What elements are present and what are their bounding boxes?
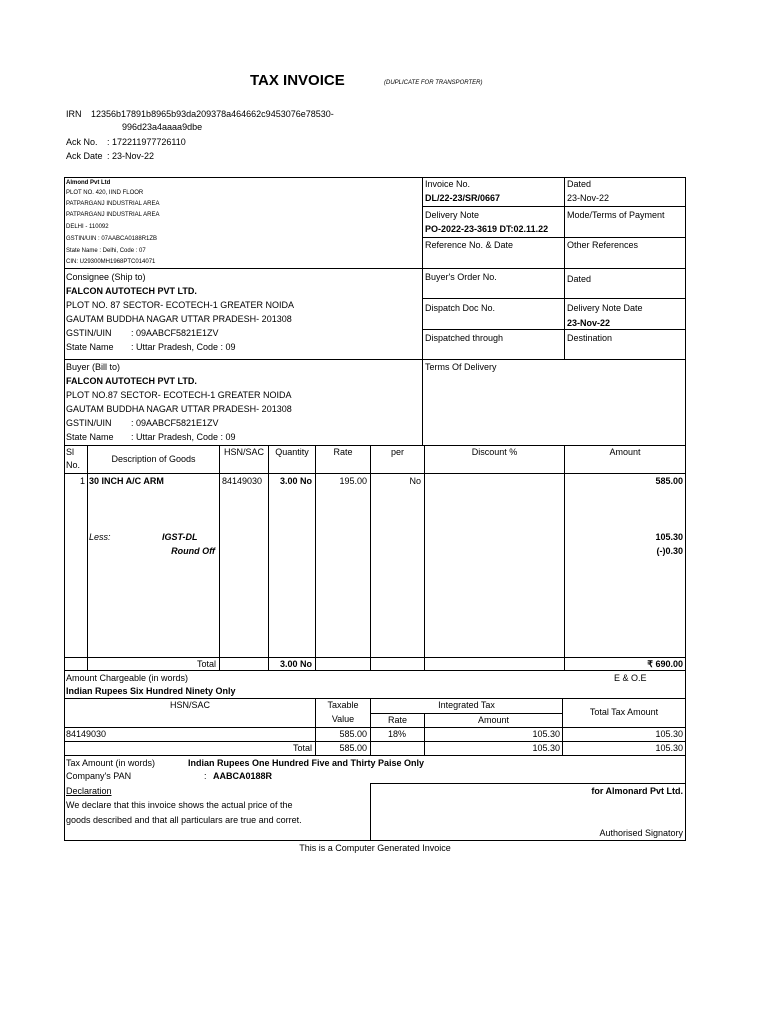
delivery-note-value: PO-2022-23-3619 DT:02.11.22 — [425, 224, 549, 234]
col-header-per: per — [390, 447, 404, 457]
less-label: Less: — [89, 532, 111, 542]
other-references-label: Other References — [567, 240, 639, 250]
buyer-name: FALCON AUTOTECH PVT LTD. — [66, 376, 197, 386]
tax-total-label: Total — [292, 743, 312, 753]
ack-date-label: Ack Date — [66, 151, 103, 161]
col-header-discount: Discount % — [471, 447, 518, 457]
col-header-sl: Sl — [66, 447, 75, 457]
tax-col-header-rate: Rate — [387, 715, 407, 725]
ack-no-label: Ack No. — [66, 137, 98, 147]
invoice-no-value: DL/22-23/SR/0667 — [425, 193, 501, 203]
mode-terms-label: Mode/Terms of Payment — [567, 210, 665, 220]
buyer-gstin-label: GSTIN/UIN — [66, 418, 112, 428]
seller-cin: CIN: U29300MH1968PTC014071 — [66, 259, 156, 265]
col-header-quantity: Quantity — [275, 447, 309, 457]
tax-row-total: 105.30 — [655, 729, 683, 739]
tax-col-header-integrated: Integrated Tax — [438, 700, 495, 710]
item-per: No — [409, 476, 421, 486]
reference-label: Reference No. & Date — [425, 240, 514, 250]
delivery-note-label: Delivery Note — [425, 210, 480, 220]
seller-name: Almond Pvt Ltd — [66, 180, 111, 186]
declaration-heading: Declaration — [66, 786, 112, 796]
tax-col-header-taxable: Taxable — [327, 700, 359, 710]
buyer-address-line: GAUTAM BUDDHA NAGAR UTTAR PRADESH- 201308 — [66, 404, 292, 414]
dispatched-through-label: Dispatched through — [425, 333, 504, 343]
declaration-text: goods described and that all particulars are true and corret. — [66, 815, 302, 825]
pan-label: Company's PAN — [66, 771, 132, 781]
eoe-label: E & O.E — [614, 673, 647, 683]
buyers-order-dated-label: Dated — [567, 274, 592, 284]
ack-date-value: : 23-Nov-22 — [107, 151, 155, 161]
computer-generated-note: This is a Computer Generated Invoice — [299, 843, 451, 853]
consignee-state-label: State Name — [66, 342, 114, 352]
seller-address-line: DELHI - 110092 — [66, 224, 109, 230]
irn-value-line2: 996d23a4aaaa9dbe — [122, 122, 203, 132]
dated-value: 23-Nov-22 — [567, 193, 610, 203]
dated-label: Dated — [567, 179, 592, 189]
pan-colon: : — [204, 771, 207, 781]
declaration-text: We declare that this invoice shows the actual price of the — [66, 800, 293, 810]
irn-value-line1: 12356b17891b8965b93da209378a464662c9453076e78530- — [91, 109, 334, 119]
round-off-label: Round Off — [171, 546, 215, 556]
item-quantity: 3.00 No — [279, 476, 312, 486]
consignee-gstin-value: : 09AABCF5821E1ZV — [131, 328, 219, 338]
pan-value: AABCA0188R — [213, 771, 273, 781]
seller-address-line: PLOT NO. 420, IIND FLOOR — [66, 190, 144, 196]
seller-state: State Name : Delhi, Code : 07 — [66, 248, 146, 254]
buyer-gstin-value: : 09AABCF5821E1ZV — [131, 418, 219, 428]
tax-col-header-hsn: HSN/SAC — [169, 700, 210, 710]
seller-address-line: PATPARGANJ INDUSTRIAL AREA — [66, 212, 160, 218]
tax-col-header-amount: Amount — [477, 715, 510, 725]
delivery-note-date-value: 23-Nov-22 — [567, 318, 611, 328]
item-hsn: 84149030 — [222, 476, 263, 486]
buyer-state-label: State Name — [66, 432, 114, 442]
invoice-title: TAX INVOICE — [250, 72, 345, 89]
col-header-description: Description of Goods — [111, 454, 196, 464]
seller-address-line: PATPARGANJ INDUSTRIAL AREA — [66, 201, 160, 207]
tax-row-amount: 105.30 — [532, 729, 560, 739]
tax-total-taxable: 585.00 — [339, 743, 367, 753]
igst-amount: 105.30 — [655, 532, 683, 542]
amount-words-label: Amount Chargeable (in words) — [66, 673, 189, 683]
consignee-name: FALCON AUTOTECH PVT LTD. — [66, 286, 197, 296]
total-quantity: 3.00 No — [279, 659, 312, 669]
irn-label: IRN — [66, 109, 82, 119]
round-off-amount: (-)0.30 — [656, 546, 683, 556]
seller-gstin: GSTIN/UIN : 07AABCA0188R1ZB — [66, 236, 158, 242]
buyer-address-line: PLOT NO.87 SECTOR- ECOTECH-1 GREATER NOIDA — [66, 390, 292, 400]
ack-no-value: : 172211977726110 — [107, 137, 186, 147]
buyers-order-label: Buyer's Order No. — [425, 272, 497, 282]
consignee-gstin-label: GSTIN/UIN — [66, 328, 112, 338]
item-amount: 585.00 — [655, 476, 683, 486]
tax-row-taxable: 585.00 — [339, 729, 367, 739]
col-header-amount: Amount — [609, 447, 641, 457]
tax-words-label: Tax Amount (in words) — [66, 758, 156, 768]
col-header-rate: Rate — [333, 447, 353, 457]
tax-row-rate: 18% — [388, 729, 407, 739]
item-description: 30 INCH A/C ARM — [89, 476, 164, 486]
total-amount: ₹ 690.00 — [647, 659, 683, 669]
dispatch-doc-label: Dispatch Doc No. — [425, 303, 496, 313]
col-header-hsn: HSN/SAC — [223, 447, 264, 457]
consignee-heading: Consignee (Ship to) — [66, 272, 146, 282]
buyer-heading: Buyer (Bill to) — [66, 362, 121, 372]
authorised-signatory: Authorised Signatory — [599, 828, 683, 838]
amount-words-value: Indian Rupees Six Hundred Ninety Only — [66, 686, 236, 696]
delivery-note-date-label: Delivery Note Date — [567, 303, 643, 313]
terms-of-delivery-label: Terms Of Delivery — [425, 362, 497, 372]
total-label: Total — [196, 659, 216, 669]
consignee-state-value: : Uttar Pradesh, Code : 09 — [131, 342, 236, 352]
consignee-address-line: PLOT NO. 87 SECTOR- ECOTECH-1 GREATER NOIDA — [66, 300, 295, 310]
tax-row-hsn: 84149030 — [66, 729, 107, 739]
for-company-label: for Almonard Pvt Ltd. — [591, 786, 683, 796]
col-header-no: No. — [66, 460, 81, 470]
item-sl: 1 — [79, 476, 85, 486]
tax-total-amount: 105.30 — [532, 743, 560, 753]
destination-label: Destination — [567, 333, 613, 343]
consignee-address-line: GAUTAM BUDDHA NAGAR UTTAR PRADESH- 201308 — [66, 314, 292, 324]
igst-label: IGST-DL — [162, 532, 198, 542]
tax-words-value: Indian Rupees One Hundred Five and Thirty Paise Only — [188, 758, 425, 768]
copy-type-label: (DUPLICATE FOR TRANSPORTER) — [384, 80, 483, 86]
item-rate: 195.00 — [339, 476, 367, 486]
tax-col-header-total: Total Tax Amount — [589, 707, 659, 717]
tax-total-total: 105.30 — [655, 743, 683, 753]
buyer-state-value: : Uttar Pradesh, Code : 09 — [131, 432, 236, 442]
tax-col-header-value: Value — [331, 714, 355, 724]
invoice-no-label: Invoice No. — [425, 179, 471, 189]
